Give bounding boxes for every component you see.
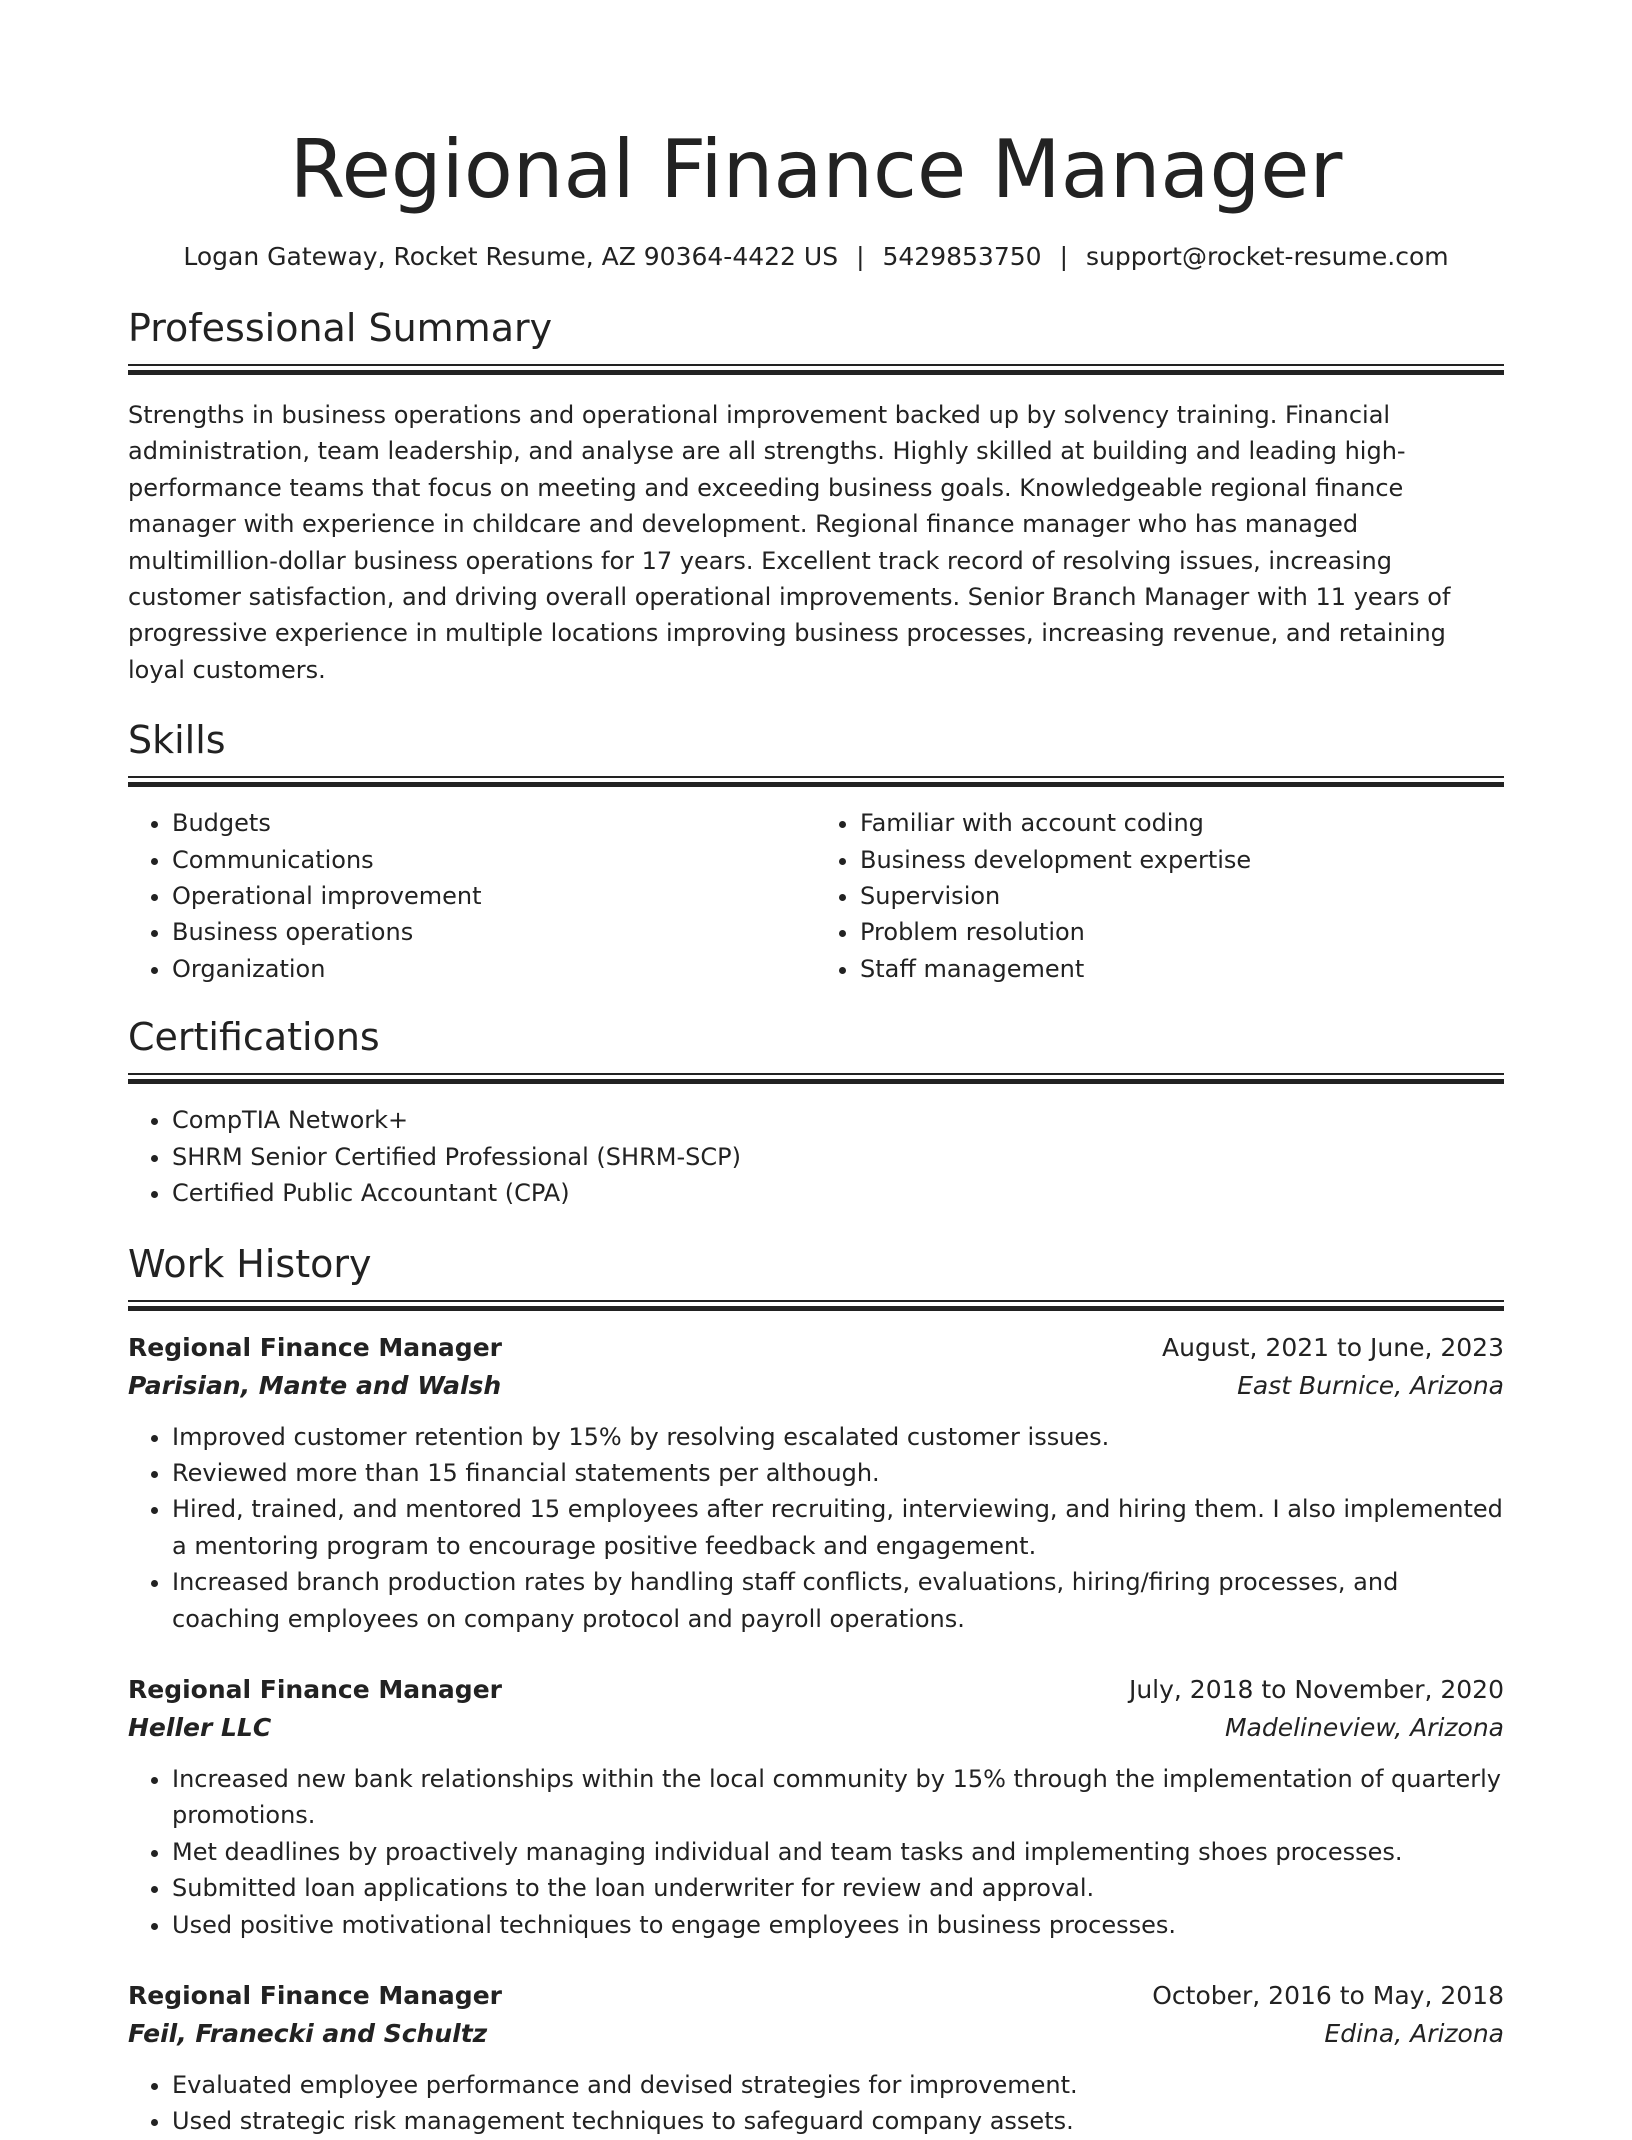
- job-bullets: [128, 2067, 1504, 2140]
- skill-item: • Organization: [172, 951, 816, 987]
- job-dates: October, 2016 to May, 2018: [1152, 1980, 1504, 2010]
- contact-line: [128, 240, 1504, 274]
- skills-columns: [128, 805, 1504, 987]
- job-title: Regional Finance Manager: [128, 1980, 502, 2010]
- certifications-list: [128, 1102, 1504, 1211]
- certification-item: • Certified Public Accountant (CPA): [172, 1175, 1504, 1211]
- job-bullet: • Submitted loan applications to the loan underwriter for review and approval.: [172, 1870, 1504, 1906]
- skills-left-list: [128, 805, 816, 987]
- job-entry: [128, 1977, 1504, 2140]
- resume-page: [128, 0, 1504, 2140]
- job-bullets: [128, 1419, 1504, 1637]
- job-company-row: [128, 2015, 1504, 2053]
- job-company: Parisian, Mante and Walsh: [128, 1370, 502, 1400]
- contact-separator: |: [856, 242, 865, 271]
- resume-title: Regional Finance Manager: [289, 123, 1343, 216]
- phone: 5429853750: [882, 242, 1042, 271]
- skill-item: • Business operations: [172, 914, 816, 950]
- section-title-summary: Professional Summary: [128, 306, 553, 350]
- skill-item: • Problem resolution: [860, 914, 1504, 950]
- section-divider: [128, 776, 1504, 787]
- job-entry: [128, 1329, 1504, 1637]
- job-header-row: [128, 1671, 1504, 1709]
- job-company-row: [128, 1709, 1504, 1747]
- skill-item: • Business development expertise: [860, 842, 1504, 878]
- section-title-skills: Skills: [128, 718, 226, 763]
- job-bullet: • Used positive motivational techniques to engage employees in business processes.: [172, 1907, 1504, 1943]
- summary-section: [128, 304, 1504, 688]
- job-company: Heller LLC: [128, 1712, 272, 1742]
- skill-item: • Supervision: [860, 878, 1504, 914]
- certifications-section: [128, 1013, 1504, 1211]
- skill-item: • Budgets: [172, 805, 816, 841]
- address: Logan Gateway, Rocket Resume, AZ 90364-4422 US: [183, 242, 839, 271]
- job-company-row: [128, 1367, 1504, 1405]
- section-divider: [128, 1300, 1504, 1311]
- job-title: Regional Finance Manager: [128, 1674, 502, 1704]
- job-bullet: • Improved customer retention by 15% by resolving escalated customer issues.: [172, 1419, 1504, 1455]
- skill-item: • Operational improvement: [172, 878, 816, 914]
- section-divider: [128, 1073, 1504, 1084]
- section-divider: [128, 364, 1504, 375]
- job-dates: July, 2018 to November, 2020: [1128, 1674, 1504, 1704]
- section-title-work-history: Work History: [128, 1241, 372, 1286]
- summary-text: Strengths in business operations and operational improvement backed up by solvency training. Financial administration, team leadership, and analyse are all strengths. Highly skilled at building and leading high-performance teams that focus on meeting and exceeding business goals. Knowledgeable regional finance manager with experience in childcare and development. Regional finance manager who has managed multimillion-dollar business operations for 17 years. Excellent track record of resolving issues, increasing customer satisfaction, and driving overall operational improvements. Senior Branch Manager with 11 years of progressive experience in multiple locations improving business processes, increasing revenue, and retaining loyal customers.: [128, 401, 1451, 684]
- section-title-certifications: Certifications: [128, 1015, 380, 1060]
- job-entry: [128, 1671, 1504, 1943]
- job-header-row: [128, 1977, 1504, 2015]
- job-dates: August, 2021 to June, 2023: [1162, 1332, 1504, 1362]
- certification-item: • SHRM Senior Certified Professional (SHRM-SCP): [172, 1139, 1504, 1175]
- job-bullet: • Met deadlines by proactively managing individual and team tasks and implementing shoes processes.: [172, 1834, 1504, 1870]
- skill-item: • Staff management: [860, 951, 1504, 987]
- contact-separator: |: [1059, 242, 1068, 271]
- skill-item: • Communications: [172, 842, 816, 878]
- job-company: Feil, Franecki and Schultz: [128, 2018, 488, 2048]
- job-bullet: • Increased branch production rates by handling staff conflicts, evaluations, hiring/firing processes, and coaching employees on company protocol and payroll operations.: [172, 1564, 1504, 1637]
- job-bullet: • Evaluated employee performance and devised strategies for improvement.: [172, 2067, 1504, 2103]
- job-bullet: • Reviewed more than 15 financial statements per although.: [172, 1455, 1504, 1491]
- job-location: Madelineview, Arizona: [1224, 1712, 1504, 1742]
- job-location: East Burnice, Arizona: [1237, 1370, 1504, 1400]
- job-bullets: [128, 1761, 1504, 1943]
- job-bullet: • Increased new bank relationships within the local community by 15% through the implementation of quarterly promotions.: [172, 1761, 1504, 1834]
- job-bullet: • Hired, trained, and mentored 15 employees after recruiting, interviewing, and hiring them. I also implemented a mentoring program to encourage positive feedback and engagement.: [172, 1491, 1504, 1564]
- job-title: Regional Finance Manager: [128, 1332, 502, 1362]
- certification-item: • CompTIA Network+: [172, 1102, 1504, 1138]
- skill-item: • Familiar with account coding: [860, 805, 1504, 841]
- work-history-section: [128, 1240, 1504, 2140]
- job-bullet: • Used strategic risk management techniques to safeguard company assets.: [172, 2103, 1504, 2139]
- job-location: Edina, Arizona: [1324, 2018, 1504, 2048]
- job-header-row: [128, 1329, 1504, 1367]
- skills-right-list: [816, 805, 1504, 987]
- skills-section: [128, 716, 1504, 987]
- email: support@rocket-resume.com: [1086, 242, 1449, 271]
